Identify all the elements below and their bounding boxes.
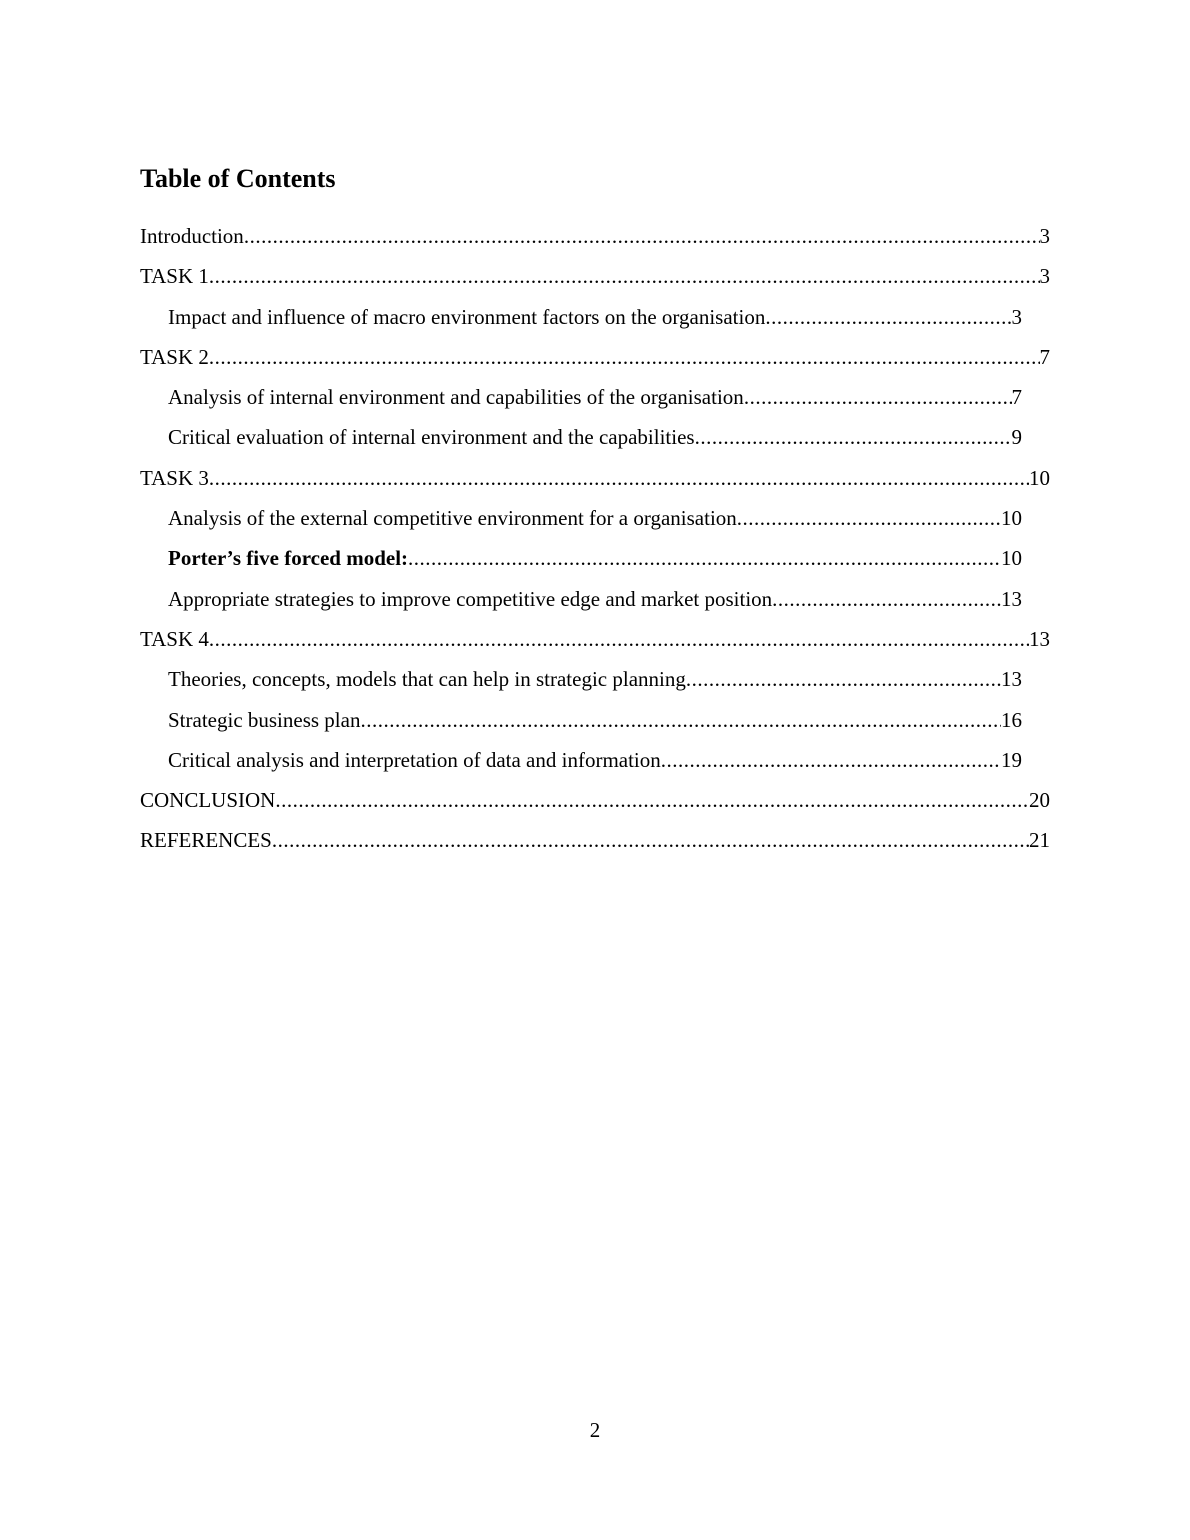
toc-dot-leader (209, 258, 1040, 294)
toc-dot-leader (737, 500, 1001, 536)
toc-entry-page: 13 (1001, 667, 1022, 692)
toc-dot-leader (661, 742, 1001, 778)
toc-dot-leader (408, 540, 1001, 576)
toc-entry-page: 13 (1029, 626, 1050, 651)
toc-entry-page: 16 (1001, 707, 1022, 732)
toc-entry-label: TASK 2 (140, 344, 209, 369)
toc-entry-business-plan[interactable] (140, 702, 1050, 742)
toc-entry-label: Critical analysis and interpretation of data and information (168, 747, 661, 772)
toc-dot-leader (209, 621, 1029, 657)
toc-entry-label: Introduction (140, 224, 244, 248)
toc-entry-page: 3 (1011, 304, 1022, 329)
toc-entry-page: 10 (1001, 506, 1022, 531)
toc-entry-external-environment[interactable] (140, 500, 1050, 540)
toc-entry-label: Analysis of internal environment and capabilities of the organisation (168, 385, 744, 410)
toc-entry-page: 7 (1011, 385, 1022, 410)
toc-entry-page: 10 (1001, 546, 1022, 571)
toc-entry-page: 10 (1029, 465, 1050, 490)
toc-entry-page: 19 (1001, 747, 1022, 772)
toc-entry-conclusion[interactable] (140, 782, 1050, 822)
toc-entry-introduction[interactable] (140, 218, 1050, 258)
page-number: 2 (589, 1418, 601, 1442)
toc-dot-leader (209, 460, 1029, 496)
toc-entry-label: Porter’s five forced model: (168, 546, 409, 571)
toc-entry-label: CONCLUSION (140, 788, 276, 813)
toc-entry-label: REFERENCES (140, 828, 272, 853)
toc-entry-task-4[interactable] (140, 621, 1050, 661)
toc-entry-appropriate-strategies[interactable] (140, 581, 1050, 621)
toc-dot-leader (244, 218, 1040, 254)
toc-entry-macro-environment[interactable] (140, 299, 1050, 339)
toc-entry-task-1[interactable] (140, 258, 1050, 298)
toc-entry-page: 3 (1039, 224, 1050, 248)
toc-entry-critical-evaluation[interactable] (140, 419, 1050, 459)
toc-dot-leader (695, 419, 1012, 455)
toc-dot-leader (686, 661, 1001, 697)
toc-entry-label: Critical evaluation of internal environment and the capabilities (168, 425, 695, 450)
toc-entry-page: 20 (1029, 788, 1050, 813)
toc-entry-page: 3 (1039, 264, 1050, 289)
toc-entry-strategic-theories[interactable] (140, 661, 1050, 701)
toc-entry-label: Strategic business plan (168, 707, 361, 732)
toc-entry-page: 13 (1001, 586, 1022, 611)
toc-entry-page: 21 (1029, 828, 1050, 853)
toc-dot-leader (209, 339, 1040, 375)
toc-entry-porters-model[interactable] (140, 540, 1050, 580)
toc-entry-task-2[interactable] (140, 339, 1050, 379)
toc-dot-leader (765, 299, 1011, 335)
toc-entry-label: Analysis of the external competitive environment for a organisation (168, 506, 737, 531)
toc-entry-label: Appropriate strategies to improve competitive edge and market position (168, 586, 773, 611)
toc-entry-page: 7 (1039, 344, 1050, 369)
toc-list (140, 218, 1050, 863)
toc-title: Table of Contents (140, 164, 336, 193)
toc-entry-label: Theories, concepts, models that can help in strategic planning (168, 667, 686, 692)
toc-dot-leader (360, 702, 1001, 738)
toc-entry-references[interactable] (140, 822, 1050, 862)
toc-entry-page: 9 (1011, 425, 1022, 450)
toc-dot-leader (772, 581, 1001, 617)
toc-entry-data-analysis[interactable] (140, 742, 1050, 782)
toc-entry-internal-environment[interactable] (140, 379, 1050, 419)
toc-dot-leader (272, 822, 1029, 858)
toc-entry-label: TASK 1 (140, 264, 209, 289)
toc-entry-label: Impact and influence of macro environment factors on the organisation (168, 304, 766, 329)
toc-entry-task-3[interactable] (140, 460, 1050, 500)
toc-dot-leader (275, 782, 1029, 818)
toc-entry-label: TASK 3 (140, 465, 209, 490)
toc-dot-leader (744, 379, 1012, 415)
toc-entry-label: TASK 4 (140, 626, 209, 651)
